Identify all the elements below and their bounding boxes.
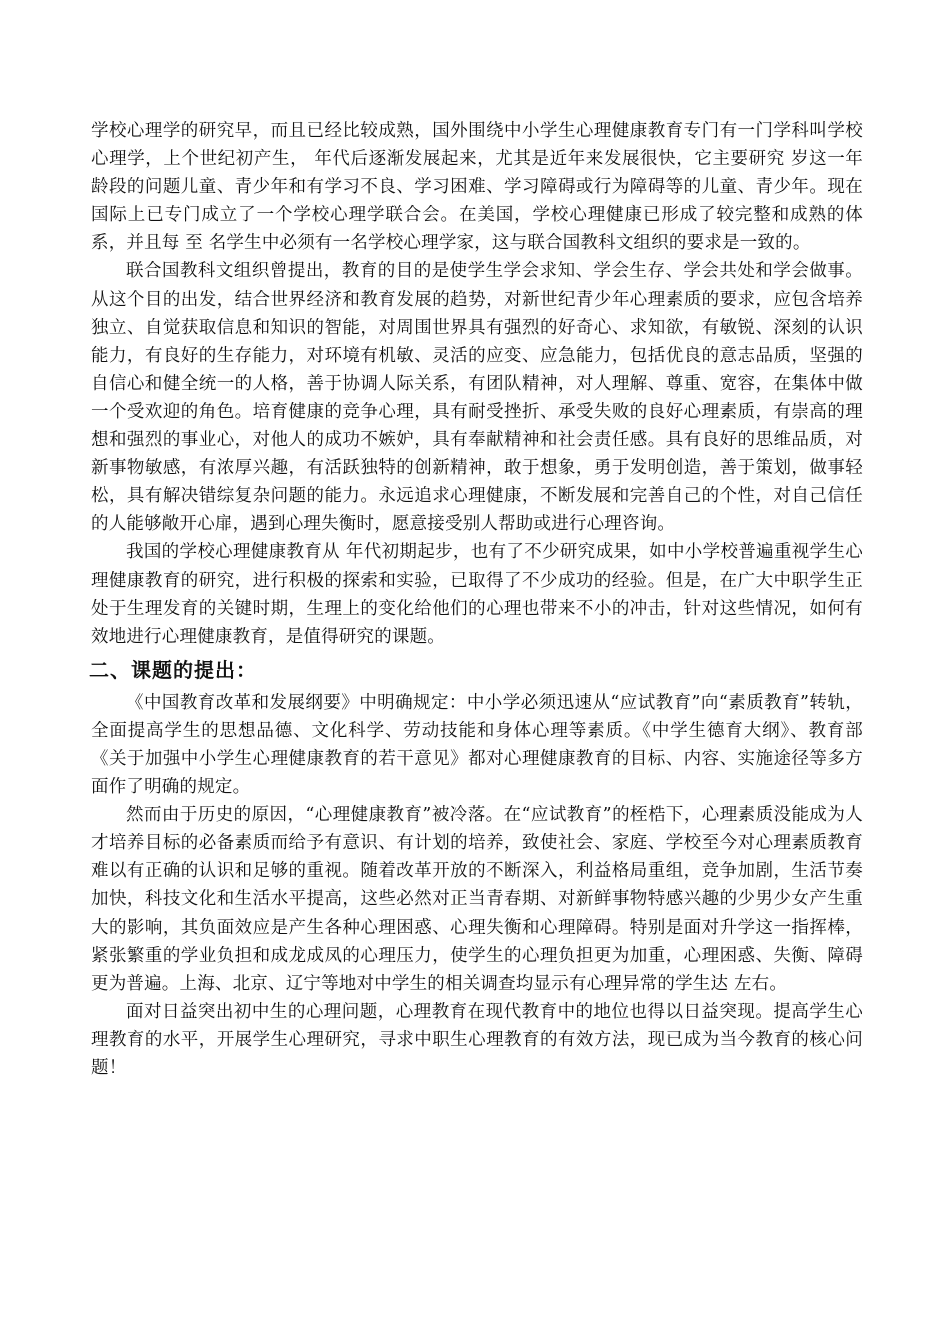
paragraph-unesco-goals: 联合国教科文组织曾提出，教育的目的是使学生学会求知、学会生存、学会共处和学会做事。从这个目的出发，结合世界经济和教育发展的趋势，对新世纪青少年心理素质的要求，应包含培养独立、自觉获取信息和知识的智能，对周围世界具有强烈的好奇心、求知欲，有敏锐、深刻的认识能力，有良好的生存能力，对环境有机敏、灵活的应变、应急能力，包括优良的意志品质，坚强的自信心和健全统一的人格，善于协调人际关系，有团队精神，对人理解、尊重、宽容，在集体中做一个受欢迎的角色。培育健康的竞争心理，具有耐受挫折、承受失败的良好心理素质，有崇高的理想和强烈的事业心，对他人的成功不嫉妒，具有奉献精神和社会责任感。具有良好的思维品质，对新事物敏感，有浓厚兴趣，有活跃独特的创新精神，敢于想象，勇于发明创造，善于策划，做事轻松，具有解决错综复杂问题的能力。永远追求心理健康，不断发展和完善自己的个性，对自己信任的人能够敞开心扉，遇到心理失衡时，愿意接受别人帮助或进行心理咨询。 (91, 261, 863, 535)
paragraph-school-psychology: 学校心理学的研究早，而且已经比较成熟，国外围绕中小学生心理健康教育专门有一门学科叫学校心理学，上个世纪初产生， 年代后逐渐发展起来，尤其是近年来发展很快，它主要研究 岁这一年龄段的问题儿童、青少年和有学习不良、学习困难、学习障碍或行为障碍等的儿童、青少年。现在国际上已专门成立了一个学校心理学联合会。在美国，学校心理健康已形成了较完整和成熟的体系，并且每 至 名学生中必须有一名学校心理学家，这与联合国教科文组织的要求是一致的。 (91, 121, 863, 254)
paragraph-china-mental-health: 我国的学校心理健康教育从 年代初期起步，也有了不少研究成果，如中小学校普遍重视学生心理健康教育的研究，进行积极的探索和实验，已取得了不少成功的经验。但是，在广大中职学生正处于生理发育的关键时期，生理上的变化给他们的心理也带来不小的冲击，针对这些情况，如何有效地进行心理健康教育，是值得研究的课题。 (91, 542, 863, 647)
paragraph-education-reform: 《中国教育改革和发展纲要》中明确规定：中小学必须迅速从“应试教育”向“素质教育”转轨，全面提高学生的思想品德、文化科学、劳动技能和身体心理等素质。《中学生德育大纲》、教育部《关于加强中小学生心理健康教育的若干意见》都对心理健康教育的目标、内容、实施途径等多方面作了明确的规定。 (91, 692, 863, 798)
paragraph-historical-reasons: 然而由于历史的原因，“心理健康教育”被冷落。在“应试教育”的桎梏下，心理素质没能成为人才培养目标的必备素质而给予有意识、有计划的培养，致使社会、家庭、学校至今对心理素质教育难以有正确的认识和足够的重视。随着改革开放的不断深入，利益格局重组，竞争加剧，生活节奏加快，科技文化和生活水平提高，这些必然对正当青春期、对新鲜事物特感兴趣的少男少女产生重大的影响，其负面效应是产生各种心理困惑、心理失衡和心理障碍。特别是面对升学这一指挥棒，紧张繁重的学业负担和成龙成凤的心理压力，使学生的心理负担更为加重，心理困惑、失衡、障碍更为普遍。上海、北京、辽宁等地对中学生的相关调查均显示有心理异常的学生达 左右。 (91, 805, 863, 994)
document-body (91, 117, 863, 1082)
section-heading-topic-proposal: 二、课题的提出： (89, 657, 257, 682)
paragraph-conclusion: 面对日益突出初中生的心理问题，心理教育在现代教育中的地位也得以日益突现。提高学生心理教育的水平，开展学生心理研究，寻求中职生心理教育的有效方法，现已成为当今教育的核心问题！ (91, 1001, 863, 1078)
